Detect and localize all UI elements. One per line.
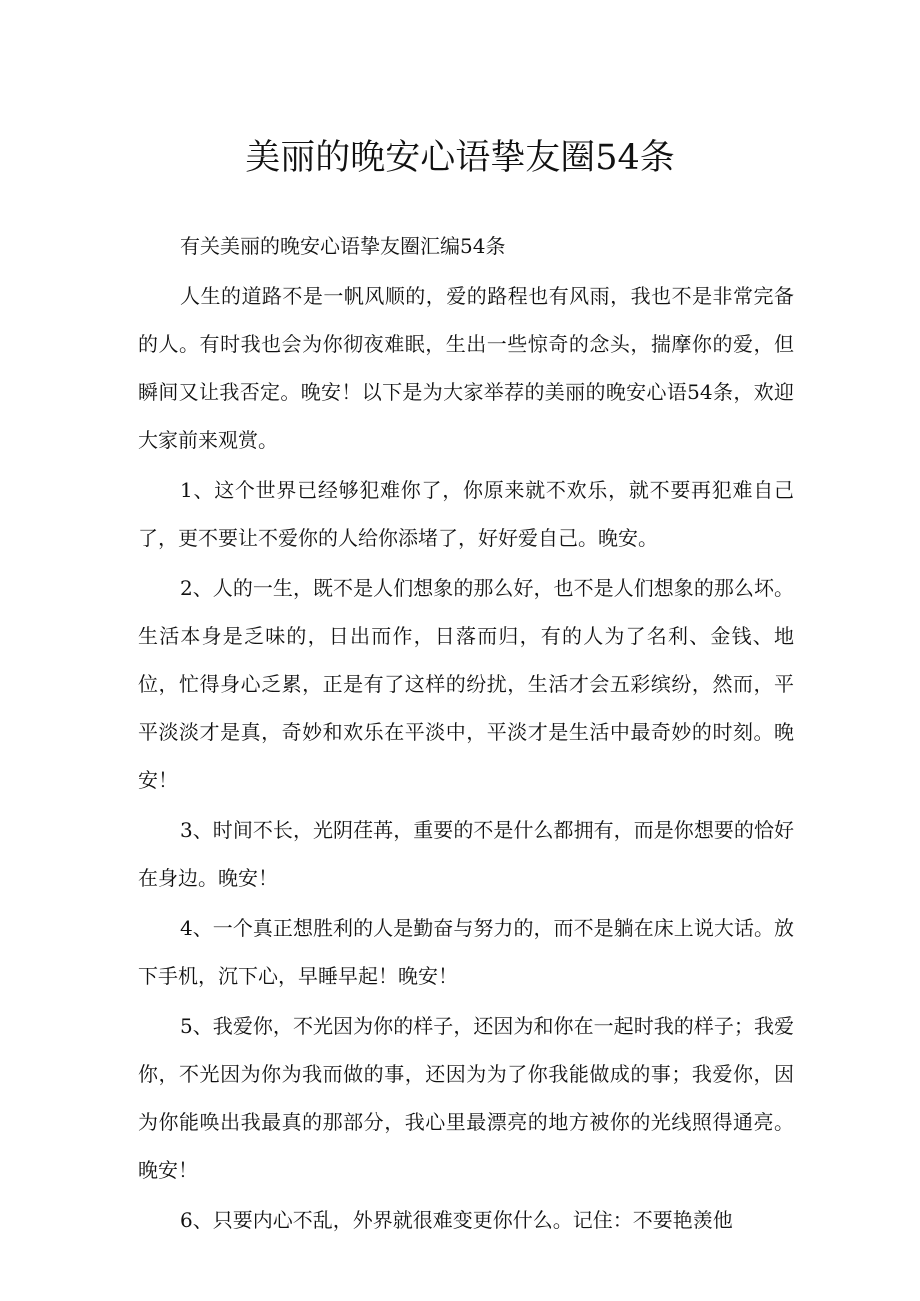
list-item: 1、这个世界已经够犯难你了，你原来就不欢乐，就不要再犯难自己了，更不要让不爱你的人给你添堵了，好好爱自己。晚安。 — [138, 478, 794, 550]
list-item: 2、人的一生，既不是人们想象的那么好，也不是人们想象的那么坏。生活本身是乏味的，日出而作，日落而归，有的人为了名利、金钱、地位，忙得身心乏累，正是有了这样的纷扰，生活才会五彩缤纷，然而，平平淡淡才是真，奇妙和欢乐在平淡中，平淡才是生活中最奇妙的时刻。晚安！ — [138, 576, 794, 792]
list-item: 3、时间不长，光阴荏苒，重要的不是什么都拥有，而是你想要的恰好在身边。晚安！ — [138, 818, 794, 890]
list-item: 4、一个真正想胜利的人是勤奋与努力的，而不是躺在床上说大话。放下手机，沉下心，早睡早起！晚安！ — [138, 916, 794, 988]
intro-paragraph: 人生的道路不是一帆风顺的，爱的路程也有风雨，我也不是非常完备的人。有时我也会为你彻夜难眠，生出一些惊奇的念头，揣摩你的爱，但瞬间又让我否定。晚安！以下是为大家举荐的美丽的晚安心语54条，欢迎大家前来观赏。 — [138, 284, 794, 452]
document-title: 美丽的晚安心语挚友圈54条 — [245, 138, 675, 178]
list-item: 5、我爱你，不光因为你的样子，还因为和你在一起时我的样子；我爱你，不光因为你为我而做的事，还因为为了你我能做成的事；我爱你，因为你能唤出我最真的那部分，我心里最漂亮的地方被你的光线照得通亮。晚安！ — [138, 1014, 794, 1182]
list-item: 6、只要内心不乱，外界就很难变更你什么。记住：不要艳羡他 — [180, 1208, 733, 1232]
document-subtitle: 有关美丽的晚安心语挚友圈汇编54条 — [180, 234, 506, 258]
document-body — [138, 222, 794, 1244]
